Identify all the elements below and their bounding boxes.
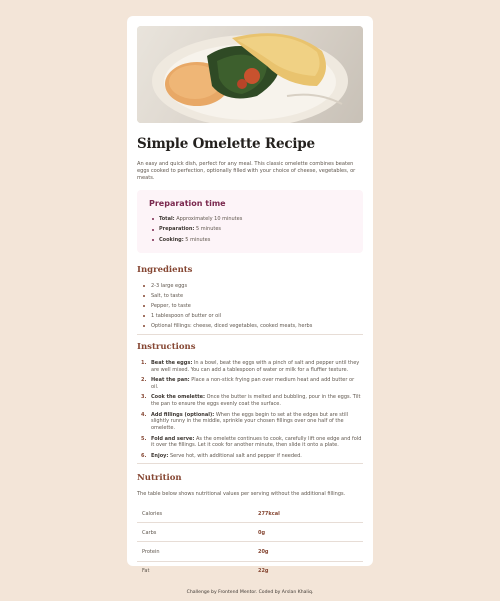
preparation-time-box [137,190,363,254]
nutrition-table [137,504,363,579]
instructions-section [137,342,363,464]
omelette-photo [137,26,363,123]
list-item: Pepper, to taste [137,301,363,311]
list-item: Preparation: 5 minutes [149,224,351,235]
nutrition-description: The table below shows nutritional values per serving without the additional fillings. [137,491,346,498]
instructions-heading: Instructions [137,342,196,353]
nutrition-section [137,473,363,579]
nutrient-name: Fat [142,568,150,575]
table-row [137,523,363,542]
divider [137,463,363,464]
list-item: Cooking: 5 minutes [149,235,351,246]
list-item: 1 tablespoon of butter or oil [137,311,363,321]
table-row [137,504,363,523]
list-item: 6. Enjoy: Serve hot, with additional salt and pepper if needed. [141,452,302,459]
nutrient-value: 0g [258,523,363,542]
divider [137,334,363,335]
list-item: 2. Heat the pan: Place a non-stick frying pan over medium heat and add butter or oil. [141,377,355,391]
list-item: 4. Add fillings (optional): When the eggs begin to set at the edges but are still slightly runny in the middle, sprinkle your chosen fillings over one half of the omelette. [141,411,349,432]
list-item: 5. Fold and serve: As the omelette continues to cook, carefully lift one edge and fold it over the fillings. Let it cook for another minute, then slide it onto a plate. [141,435,362,449]
nutrition-heading: Nutrition [137,473,182,484]
list-item: 2-3 large eggs [137,281,363,291]
attribution-footer: Challenge by Frontend Mentor. Coded by Arslan Khaliq. [186,590,314,595]
instructions-list [137,360,363,460]
list-item: Optional fillings: cheese, diced vegetables, cooked meats, herbs [137,321,363,331]
list-item: Salt, to taste [137,291,363,301]
nutrient-value: 22g [257,568,269,575]
recipe-card [127,16,373,575]
recipe-title: Simple Omelette Recipe [137,136,315,152]
list-item: 1. Beat the eggs: In a bowl, beat the eggs with a pinch of salt and pepper until they are well mixed. You can add a tablespoon of water or milk for a fluffier texture. [141,360,360,373]
nutrient-value: 20g [258,542,363,561]
table-row [137,561,363,580]
nutrient-value: 277kcal [258,504,363,523]
table-row [137,542,363,561]
preparation-heading: Preparation time [149,198,226,208]
ingredients-heading: Ingredients [137,265,193,276]
recipe-intro: An easy and quick dish, perfect for any meal. This classic omelette combines beaten eggs cooked to perfection, optionally filled with your choice of cheese, vegetables, or meats. [137,161,356,182]
ingredients-section [137,265,363,335]
ingredients-list [137,281,363,331]
nutrient-name: Calories [137,504,258,523]
preparation-list [149,214,351,246]
nutrient-name: Protein [137,542,258,561]
list-item: Total: Approximately 10 minutes [149,214,351,225]
nutrient-name: Carbs [137,523,258,542]
list-item: 3. Cook the omelette: Once the butter is melted and bubbling, pour in the eggs. Tilt the pan to ensure the eggs evenly coat the surface. [141,394,361,408]
